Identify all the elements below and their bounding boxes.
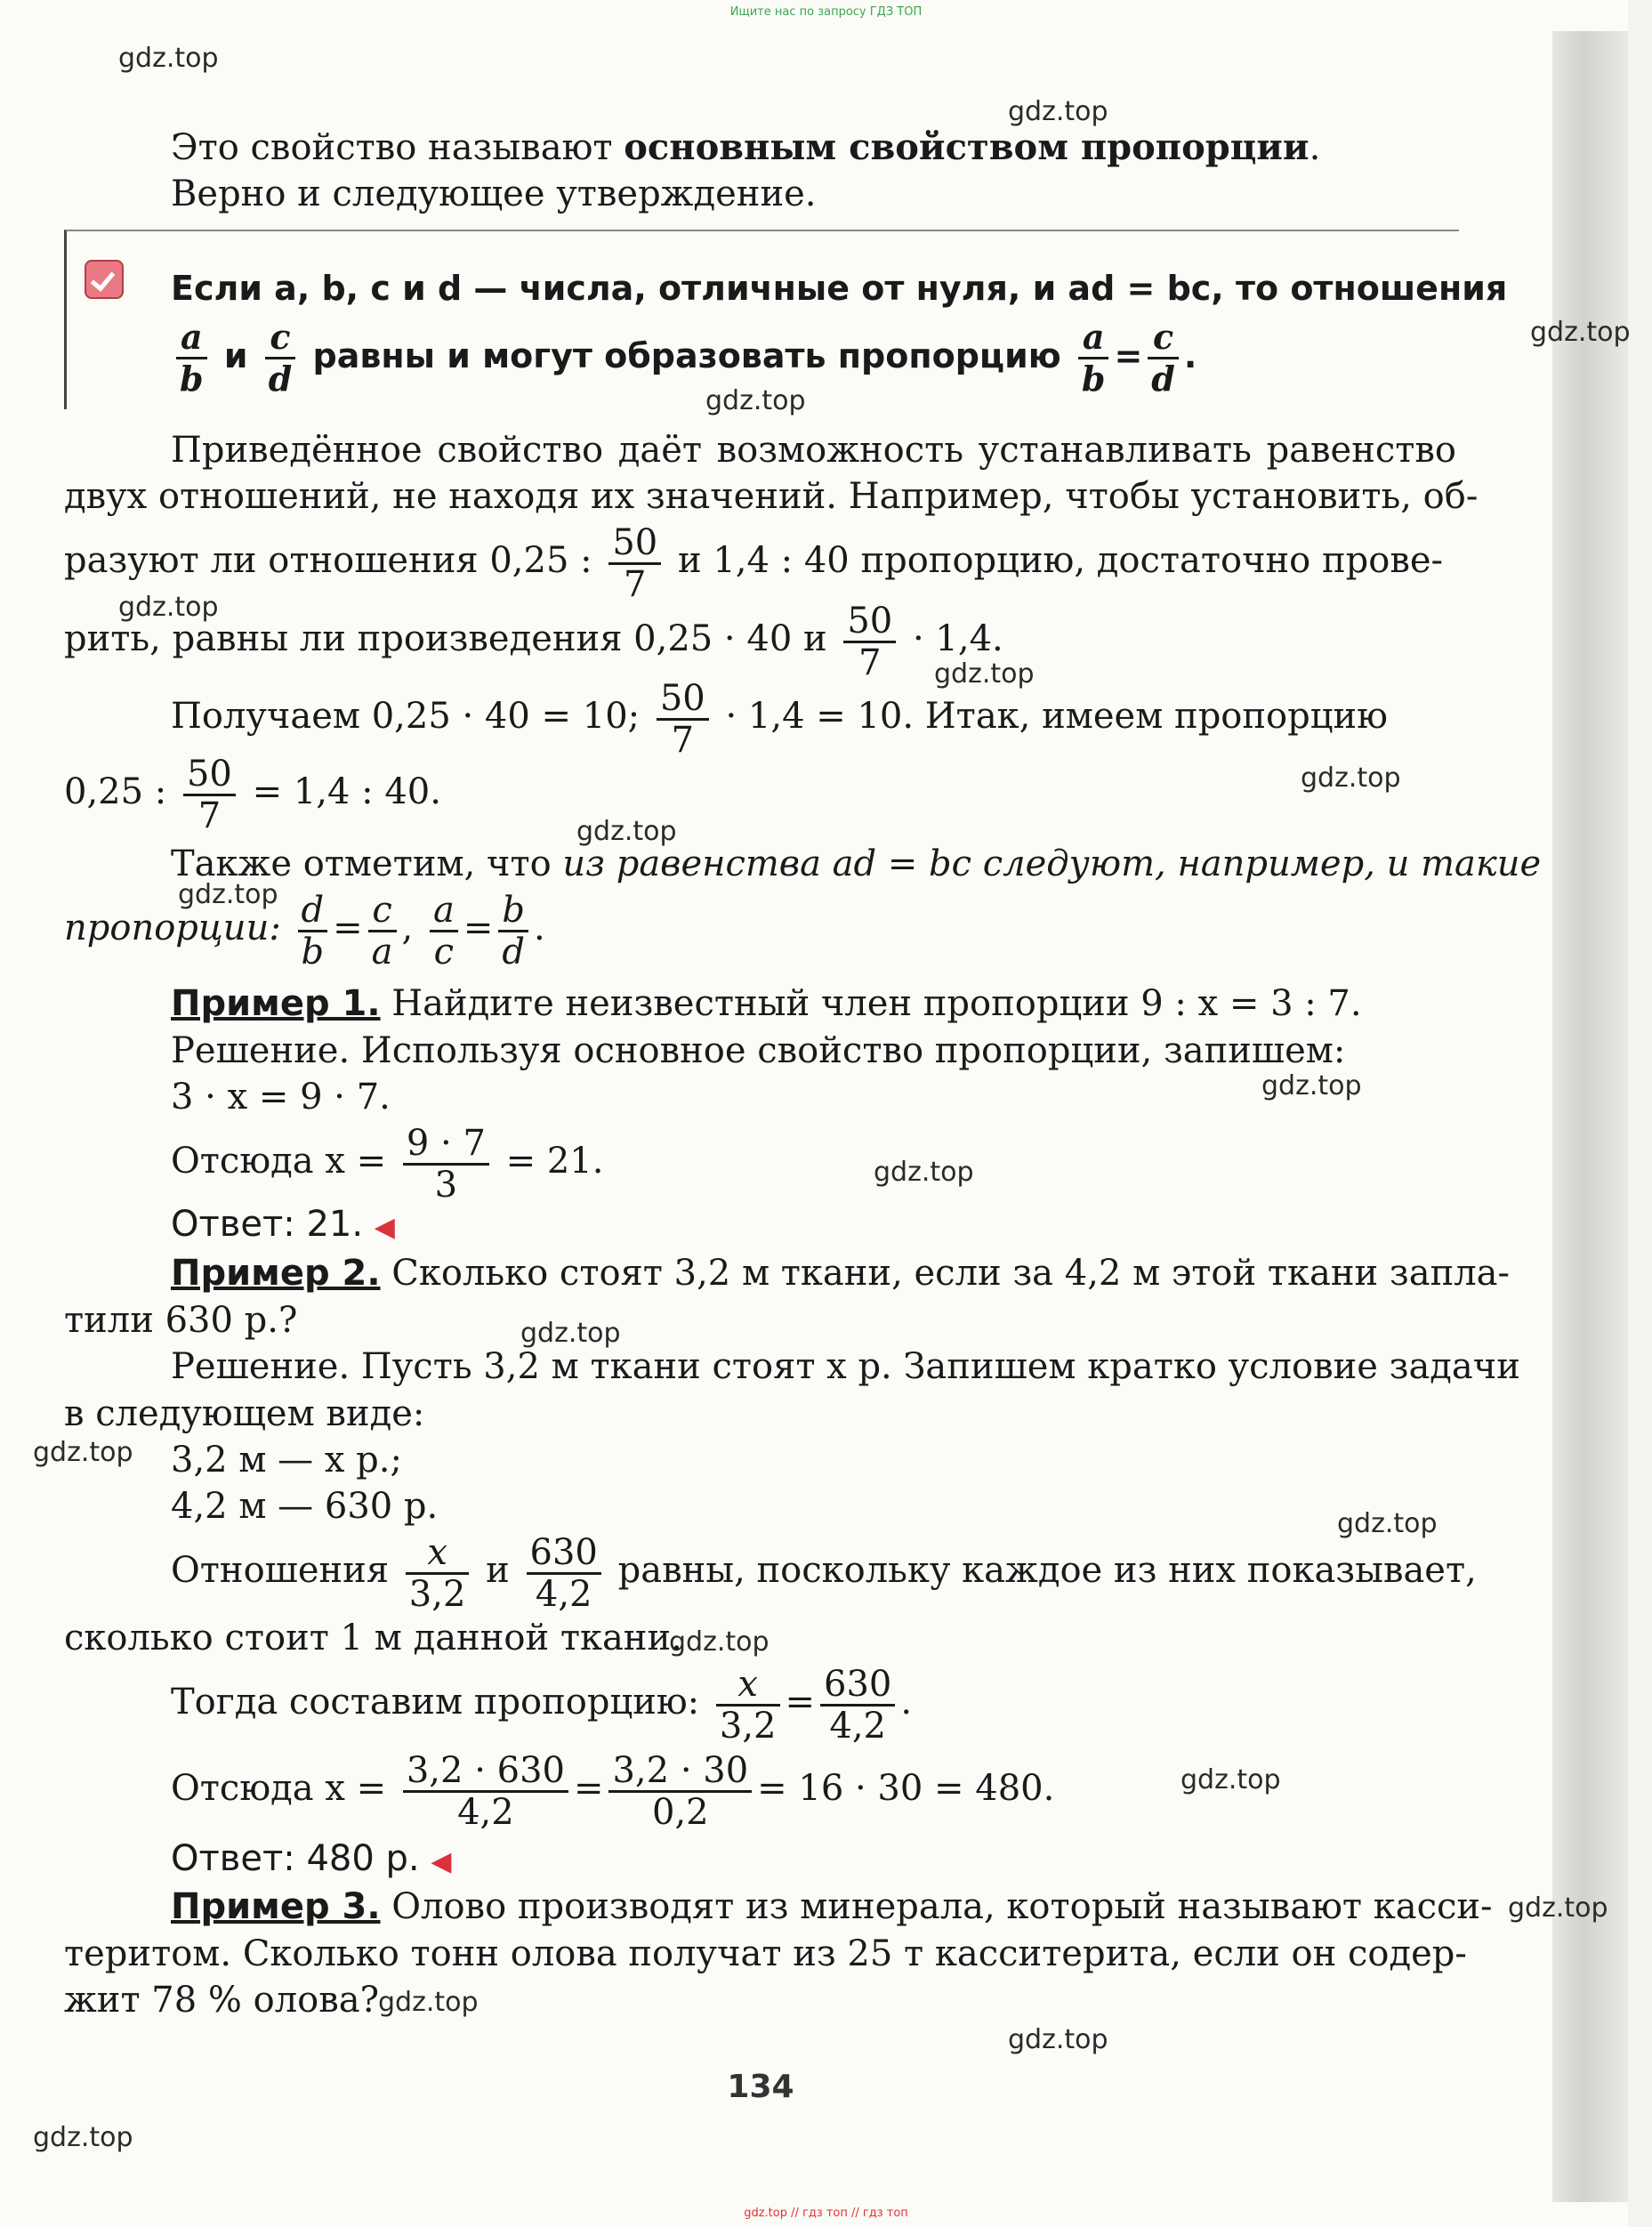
example-3-task-1: Пример 3. Олово производят из минерала, который называют касси- — [171, 1886, 1493, 1927]
header-note: Ищите нас по запросу ГДЗ ТОП — [729, 5, 923, 19]
page-number: 134 — [727, 2069, 794, 2105]
fraction: $\frac{a}{b}$ — [176, 318, 207, 399]
watermark: gdz.top — [1337, 1508, 1438, 1539]
page-edge-shadow — [1552, 31, 1628, 2202]
para1-line-3: разуют ли отношения 0,25 : $\frac{50}{7}$ и 1,4 : 40 пропорцию, достаточно прове- — [64, 521, 1444, 605]
example-2-task-1: Пример 2. Сколько стоят 3,2 м ткани, если за 4,2 м этой ткани запла- — [171, 1253, 1510, 1294]
example-2-solution-1: Решение. Пусть 3,2 м ткани стоят x р. Запишем кратко условие задачи — [171, 1346, 1520, 1387]
end-marker-icon: ◀ — [374, 1212, 395, 1243]
fraction: $\frac{50}{7}$ — [843, 601, 896, 682]
fraction: $\frac{c}{d}$ — [265, 318, 296, 399]
example-1-answer: Ответ: 21. ◀ — [171, 1204, 395, 1245]
para1-line-2: двух отношений, не находя их значений. Например, чтобы установить, об- — [64, 476, 1479, 517]
rule-line-2: $\frac{a}{b}$ и $\frac{c}{d}$ равны и могут образовать пропорцию $\frac{a}{b}$ = $\frac{c}{d}$ . — [64, 316, 1456, 399]
watermark: gdz.top — [118, 592, 219, 623]
example-2-relation: Отношения $\frac{x}{3,2}$ и $\frac{630}{4,2}$ равны, поскольку каждое из них показывает, — [171, 1531, 1477, 1615]
page-edge — [1628, 0, 1652, 2227]
fraction: $\frac{d}{b}$ — [298, 891, 328, 972]
example-label: Пример 2. — [171, 1253, 381, 1294]
example-3-task-3: жит 78 % олова? — [64, 1980, 380, 2021]
example-2-condition-2: 4,2 м — 630 р. — [171, 1486, 439, 1527]
rule-line-1: Если a, b, c и d — числа, отличные от нуля, и ad = bc, то отношения — [171, 269, 1508, 308]
fraction: $\frac{c}{a}$ — [368, 891, 397, 972]
fraction: $\frac{50}{7}$ — [657, 679, 709, 760]
fraction: $\frac{b}{d}$ — [498, 891, 528, 972]
intro-line-1: Это свойство называют основным свойством пропорции. — [171, 126, 1321, 168]
watermark: gdz.top — [118, 43, 219, 74]
example-2-proportion: Тогда составим пропорцию: $\frac{x}{3,2}$ = $\frac{630}{4,2}$ . — [171, 1663, 913, 1747]
watermark: gdz.top — [1008, 2024, 1108, 2055]
example-1-task: Пример 1. Найдите неизвестный член пропорции 9 : x = 3 : 7. — [171, 983, 1362, 1024]
end-marker-icon: ◀ — [431, 1846, 452, 1877]
fraction: $\frac{630}{4,2}$ — [820, 1665, 895, 1746]
watermark: gdz.top — [1181, 1764, 1281, 1795]
para3-line-1: Также отметим, что из равенства ad = bc следуют, например, и такие — [171, 843, 1542, 884]
example-2-relation-2: сколько стоит 1 м данной ткани. — [64, 1618, 682, 1658]
fraction: $\frac{3,2 \cdot 30}{0,2}$ — [608, 1751, 752, 1832]
para3-line-2: пропорции: $\frac{d}{b}$ = $\frac{c}{a}$ , $\frac{a}{c}$ = $\frac{b}{d}$ . — [64, 889, 545, 972]
watermark: gdz.top — [33, 1437, 133, 1468]
example-1-result: Отсюда x = $\frac{9 \cdot 7}{3}$ = 21. — [171, 1122, 604, 1206]
watermark: gdz.top — [1508, 1892, 1608, 1924]
fraction: $\frac{50}{7}$ — [183, 754, 236, 835]
key-term: основным свойством пропорции — [624, 126, 1310, 168]
watermark: gdz.top — [1261, 1070, 1362, 1101]
watermark: gdz.top — [669, 1626, 770, 1658]
example-2-answer: Ответ: 480 р. ◀ — [171, 1838, 452, 1879]
watermark: gdz.top — [576, 816, 677, 847]
fraction: $\frac{50}{7}$ — [608, 523, 661, 604]
fraction: $\frac{x}{3,2}$ — [406, 1533, 470, 1614]
para1-line-1: Приведённое свойство даёт возможность устанавливать равенство — [171, 430, 1456, 471]
para1-line-4: рить, равны ли произведения 0,25 · 40 и $\frac{50}{7}$ · 1,4. — [64, 600, 1003, 683]
example-2-solution-2: в следующем виде: — [64, 1393, 425, 1434]
example-2-task-2: тили 630 р.? — [64, 1300, 298, 1341]
example-label: Пример 3. — [171, 1886, 381, 1927]
watermark: gdz.top — [1301, 763, 1401, 794]
para2-line-2: 0,25 : $\frac{50}{7}$ = 1,4 : 40. — [64, 753, 441, 836]
example-label: Пример 1. — [171, 983, 381, 1024]
footer-note: gdz.top // гдз топ // гдз топ — [744, 2207, 908, 2220]
fraction: $\frac{a}{c}$ — [430, 891, 458, 972]
intro-line-2: Верно и следующее утверждение. — [171, 173, 817, 214]
fraction: $\frac{3,2 \cdot 630}{4,2}$ — [403, 1751, 568, 1832]
example-2-result: Отсюда x = $\frac{3,2 \cdot 630}{4,2}$ = $\frac{3,2 \cdot 30}{0,2}$ = 16 · 30 = 480. — [171, 1749, 1055, 1833]
para2-line-1: Получаем 0,25 · 40 = 10; $\frac{50}{7}$ · 1,4 = 10. Итак, имеем пропорцию — [171, 677, 1388, 761]
example-1-equation: 3 · x = 9 · 7. — [171, 1077, 391, 1118]
example-2-condition-1: 3,2 м — x р.; — [171, 1440, 402, 1481]
watermark: gdz.top — [378, 1987, 479, 2018]
example-3-task-2: теритом. Сколько тонн олова получат из 25 т касситерита, если он содер- — [64, 1933, 1467, 1974]
watermark: gdz.top — [520, 1318, 621, 1349]
fraction: $\frac{c}{d}$ — [1148, 318, 1179, 399]
watermark: gdz.top — [178, 879, 278, 910]
fraction: $\frac{9 \cdot 7}{3}$ — [403, 1124, 489, 1205]
watermark: gdz.top — [705, 385, 806, 416]
watermark: gdz.top — [1008, 96, 1108, 127]
fraction: $\frac{a}{b}$ — [1078, 318, 1109, 399]
example-1-solution: Решение. Используя основное свойство пропорции, запишем: — [171, 1030, 1346, 1071]
watermark: gdz.top — [1530, 317, 1631, 348]
fraction: $\frac{630}{4,2}$ — [527, 1533, 601, 1614]
watermark: gdz.top — [33, 2122, 133, 2153]
fraction: $\frac{x}{3,2}$ — [716, 1665, 780, 1746]
watermark: gdz.top — [874, 1157, 974, 1188]
watermark: gdz.top — [934, 658, 1035, 690]
